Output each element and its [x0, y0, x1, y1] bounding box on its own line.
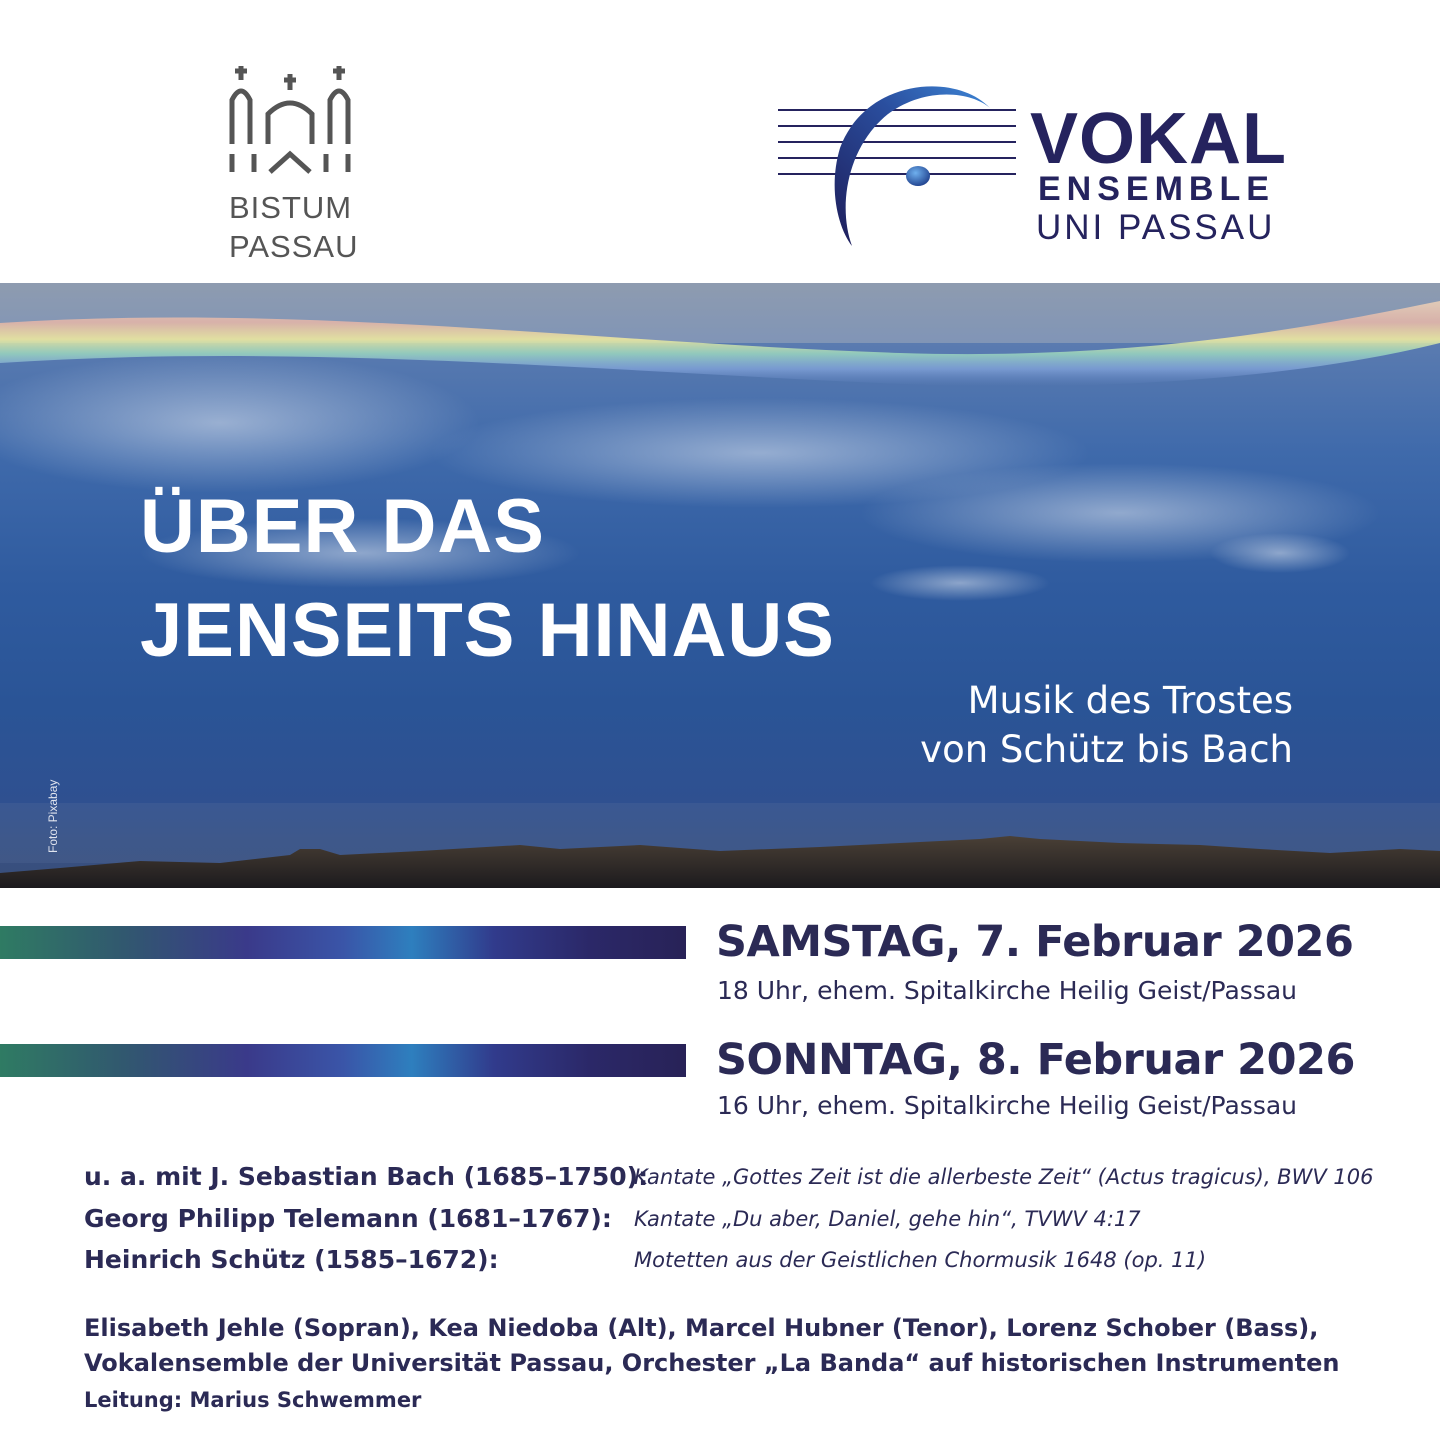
date-details-saturday: 18 Uhr, ehem. Spitalkirche Heilig Geist/Passau — [717, 976, 1298, 1005]
bistum-logo-text-line2: PASSAU — [229, 229, 359, 264]
uni-passau-logo-text: UNI PASSAU — [1036, 208, 1276, 247]
conductor-credit: Leitung: Marius Schwemmer — [84, 1388, 422, 1412]
vokal-logo-text: VOKAL — [1030, 99, 1287, 179]
event-title-line2: JENSEITS HINAUS — [140, 588, 835, 673]
performers-line1: Elisabeth Jehle (Sopran), Kea Niedoba (Alt), Marcel Hubner (Tenor), Lorenz Schober (Bass), — [84, 1314, 1319, 1342]
program-row — [0, 1162, 1440, 1196]
date-heading-sunday: SONNTAG, 8. Februar 2026 — [716, 1035, 1355, 1085]
event-title — [140, 475, 835, 683]
event-subtitle — [920, 676, 1293, 774]
date-divider-bar-1 — [0, 926, 686, 959]
date-divider-bar-2 — [0, 1044, 686, 1077]
date-details-sunday: 16 Uhr, ehem. Spitalkirche Heilig Geist/Passau — [717, 1091, 1298, 1120]
program-row — [0, 1204, 1440, 1238]
ensemble-logo-text: ENSEMBLE — [1038, 170, 1275, 208]
program-composer: Georg Philipp Telemann (1681–1767): — [84, 1204, 612, 1233]
program-work: Kantate „Du aber, Daniel, gehe hin“, TVWV 4:17 — [634, 1207, 1141, 1231]
program-work: Kantate „Gottes Zeit ist die allerbeste Zeit“ (Actus tragicus), BWV 106 — [634, 1165, 1374, 1189]
program-composer: u. a. mit J. Sebastian Bach (1685–1750): — [84, 1162, 649, 1191]
hero-sky-image — [0, 283, 1440, 888]
program-composer: Heinrich Schütz (1585–1672): — [84, 1245, 499, 1274]
program-work: Motetten aus der Geistlichen Chormusik 1648 (op. 11) — [634, 1248, 1207, 1272]
program-row — [0, 1245, 1440, 1279]
bistum-logo-text-line1: BISTUM — [229, 190, 353, 225]
event-subtitle-line2: von Schütz bis Bach — [920, 728, 1293, 771]
photo-credit: Foto: Pixabay — [46, 779, 60, 853]
event-subtitle-line1: Musik des Trostes — [967, 679, 1293, 722]
event-title-line1: ÜBER DAS — [140, 484, 545, 569]
performers-line2: Vokalensemble der Universität Passau, Orchester „La Banda“ auf historischen Instrumenten — [84, 1349, 1340, 1377]
date-heading-saturday: SAMSTAG, 7. Februar 2026 — [716, 917, 1354, 967]
vokal-ensemble-logo-mark — [776, 78, 1026, 250]
